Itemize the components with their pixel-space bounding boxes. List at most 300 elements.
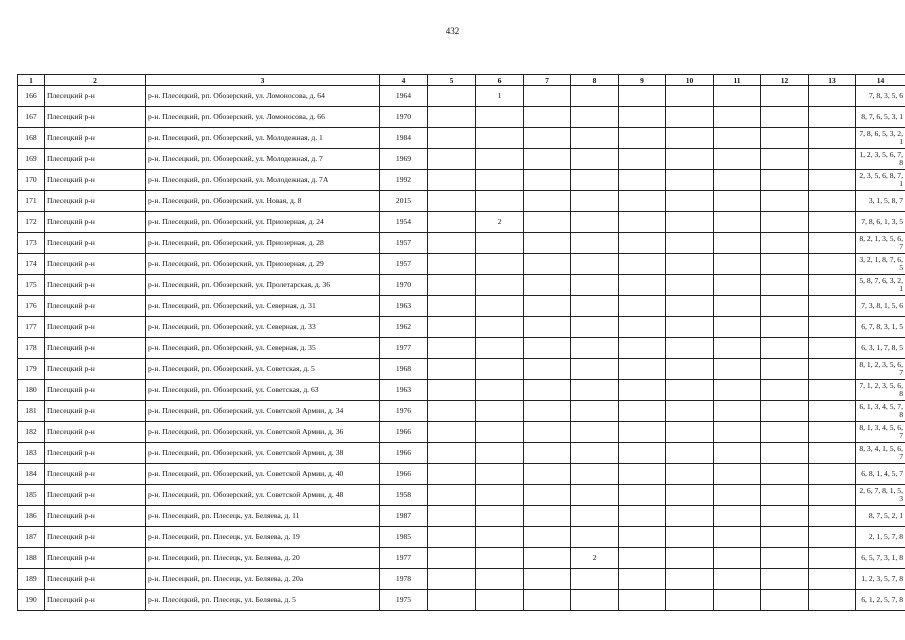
column-8-cell (571, 401, 619, 422)
column-9-cell (619, 317, 666, 338)
row-number-cell: 183 (18, 443, 45, 464)
address-cell: р-н. Плесецкий, рп. Обозерский, ул. Приозерная, д. 29 (146, 254, 380, 275)
column-10-cell (666, 485, 714, 506)
column-8-cell (571, 422, 619, 443)
column-7-cell (524, 317, 571, 338)
district-cell: Плесецкий р-н (45, 485, 146, 506)
column-11-cell (714, 464, 761, 485)
column-5-cell (428, 107, 476, 128)
column-13-cell (809, 464, 856, 485)
column-11-cell (714, 149, 761, 170)
table-body (18, 86, 905, 611)
address-cell: р-н. Плесецкий, рп. Обозерский, ул. Ломоносова, д. 66 (146, 107, 380, 128)
row-number-cell: 184 (18, 464, 45, 485)
district-cell: Плесецкий р-н (45, 569, 146, 590)
column-5-cell (428, 233, 476, 254)
column-6-cell (476, 569, 524, 590)
year-cell: 1962 (380, 317, 428, 338)
column-12-cell (761, 212, 809, 233)
year-cell: 1966 (380, 422, 428, 443)
address-cell: р-н. Плесецкий, рп. Обозерский, ул. Приозерная, д. 24 (146, 212, 380, 233)
column-header-13: 13 (809, 75, 856, 86)
column-9-cell (619, 548, 666, 569)
column-5-cell (428, 485, 476, 506)
district-cell: Плесецкий р-н (45, 401, 146, 422)
register-table (17, 74, 905, 611)
sequence-cell: 1, 2, 3, 5, 6, 7, 8 (856, 149, 905, 170)
column-12-cell (761, 86, 809, 107)
column-8-cell (571, 527, 619, 548)
row-number-cell: 174 (18, 254, 45, 275)
column-13-cell (809, 380, 856, 401)
year-cell: 1985 (380, 527, 428, 548)
year-cell: 1968 (380, 359, 428, 380)
column-9-cell (619, 170, 666, 191)
column-6-cell (476, 485, 524, 506)
column-8-cell (571, 569, 619, 590)
column-12-cell (761, 422, 809, 443)
row-number-cell: 190 (18, 590, 45, 611)
address-cell: р-н. Плесецкий, рп. Обозерский, ул. Молодежная, д. 1 (146, 128, 380, 149)
column-10-cell (666, 464, 714, 485)
column-6-cell (476, 254, 524, 275)
column-12-cell (761, 401, 809, 422)
column-7-cell (524, 107, 571, 128)
table-row (18, 296, 905, 317)
sequence-cell: 8, 3, 4, 1, 5, 6, 7 (856, 443, 905, 464)
column-8-cell (571, 128, 619, 149)
column-6-cell (476, 506, 524, 527)
row-number-cell: 178 (18, 338, 45, 359)
column-12-cell (761, 506, 809, 527)
table-row (18, 359, 905, 380)
address-cell: р-н. Плесецкий, рп. Плесецк, ул. Беляева, д. 5 (146, 590, 380, 611)
district-cell: Плесецкий р-н (45, 191, 146, 212)
address-cell: р-н. Плесецкий, рп. Обозерский, ул. Северная, д. 35 (146, 338, 380, 359)
column-12-cell (761, 359, 809, 380)
column-11-cell (714, 359, 761, 380)
column-9-cell (619, 275, 666, 296)
district-cell: Плесецкий р-н (45, 338, 146, 359)
table-row (18, 527, 905, 548)
column-10-cell (666, 380, 714, 401)
district-cell: Плесецкий р-н (45, 170, 146, 191)
year-cell: 1987 (380, 506, 428, 527)
column-7-cell (524, 296, 571, 317)
column-10-cell (666, 569, 714, 590)
column-6-cell (476, 296, 524, 317)
column-9-cell (619, 464, 666, 485)
year-cell: 1992 (380, 170, 428, 191)
column-header-2: 2 (45, 75, 146, 86)
sequence-cell: 2, 6, 7, 8, 1, 5, 3 (856, 485, 905, 506)
column-10-cell (666, 359, 714, 380)
column-header-11: 11 (714, 75, 761, 86)
column-10-cell (666, 233, 714, 254)
column-header-5: 5 (428, 75, 476, 86)
column-6-cell (476, 422, 524, 443)
column-10-cell (666, 506, 714, 527)
column-13-cell (809, 212, 856, 233)
column-5-cell (428, 149, 476, 170)
header-row (18, 75, 905, 86)
column-11-cell (714, 422, 761, 443)
table-row (18, 317, 905, 338)
column-5-cell (428, 380, 476, 401)
column-11-cell (714, 191, 761, 212)
column-7-cell (524, 443, 571, 464)
address-cell: р-н. Плесецкий, рп. Плесецк, ул. Беляева, д. 20 (146, 548, 380, 569)
column-7-cell (524, 401, 571, 422)
column-8-cell (571, 359, 619, 380)
column-7-cell (524, 254, 571, 275)
column-7-cell (524, 275, 571, 296)
column-12-cell (761, 296, 809, 317)
year-cell: 2015 (380, 191, 428, 212)
sequence-cell: 1, 2, 3, 5, 7, 8 (856, 569, 905, 590)
column-6-cell (476, 275, 524, 296)
table-row (18, 170, 905, 191)
district-cell: Плесецкий р-н (45, 590, 146, 611)
column-7-cell (524, 569, 571, 590)
table-row (18, 401, 905, 422)
column-13-cell (809, 296, 856, 317)
column-13-cell (809, 107, 856, 128)
column-6-cell (476, 401, 524, 422)
sequence-cell: 6, 1, 2, 5, 7, 8 (856, 590, 905, 611)
column-5-cell (428, 86, 476, 107)
column-12-cell (761, 338, 809, 359)
column-11-cell (714, 296, 761, 317)
district-cell: Плесецкий р-н (45, 317, 146, 338)
column-13-cell (809, 401, 856, 422)
column-12-cell (761, 191, 809, 212)
column-8-cell (571, 485, 619, 506)
row-number-cell: 179 (18, 359, 45, 380)
sequence-cell: 6, 7, 8, 3, 1, 5 (856, 317, 905, 338)
column-8-cell (571, 212, 619, 233)
row-number-cell: 177 (18, 317, 45, 338)
year-cell: 1978 (380, 569, 428, 590)
column-13-cell (809, 170, 856, 191)
column-7-cell (524, 338, 571, 359)
district-cell: Плесецкий р-н (45, 527, 146, 548)
column-5-cell (428, 212, 476, 233)
column-13-cell (809, 359, 856, 380)
column-13-cell (809, 527, 856, 548)
column-7-cell (524, 170, 571, 191)
column-6-cell (476, 233, 524, 254)
row-number-cell: 186 (18, 506, 45, 527)
year-cell: 1977 (380, 548, 428, 569)
column-12-cell (761, 443, 809, 464)
address-cell: р-н. Плесецкий, рп. Плесецк, ул. Беляева, д. 11 (146, 506, 380, 527)
column-7-cell (524, 128, 571, 149)
column-5-cell (428, 359, 476, 380)
column-11-cell (714, 485, 761, 506)
column-12-cell (761, 149, 809, 170)
year-cell: 1957 (380, 233, 428, 254)
column-13-cell (809, 338, 856, 359)
year-cell: 1970 (380, 107, 428, 128)
column-12-cell (761, 128, 809, 149)
column-8-cell (571, 317, 619, 338)
sequence-cell: 6, 5, 7, 3, 1, 8 (856, 548, 905, 569)
table-row (18, 380, 905, 401)
column-6-cell (476, 338, 524, 359)
district-cell: Плесецкий р-н (45, 275, 146, 296)
address-cell: р-н. Плесецкий, рп. Обозерский, ул. Приозерная, д. 28 (146, 233, 380, 254)
district-cell: Плесецкий р-н (45, 86, 146, 107)
column-10-cell (666, 107, 714, 128)
column-6-cell (476, 149, 524, 170)
column-header-7: 7 (524, 75, 571, 86)
column-12-cell (761, 254, 809, 275)
column-8-cell (571, 170, 619, 191)
column-header-6: 6 (476, 75, 524, 86)
column-9-cell (619, 527, 666, 548)
column-header-14: 14 (856, 75, 905, 86)
year-cell: 1964 (380, 86, 428, 107)
column-8-cell (571, 338, 619, 359)
column-10-cell (666, 296, 714, 317)
address-cell: р-н. Плесецкий, рп. Обозерский, ул. Советская, д. 5 (146, 359, 380, 380)
column-6-cell (476, 359, 524, 380)
column-11-cell (714, 569, 761, 590)
row-number-cell: 172 (18, 212, 45, 233)
table-row (18, 548, 905, 569)
sequence-cell: 8, 1, 2, 3, 5, 6, 7 (856, 359, 905, 380)
column-9-cell (619, 401, 666, 422)
address-cell: р-н. Плесецкий, рп. Обозерский, ул. Молодежная, д. 7А (146, 170, 380, 191)
column-5-cell (428, 128, 476, 149)
column-13-cell (809, 275, 856, 296)
column-10-cell (666, 254, 714, 275)
column-10-cell (666, 170, 714, 191)
column-7-cell (524, 590, 571, 611)
column-header-4: 4 (380, 75, 428, 86)
column-5-cell (428, 527, 476, 548)
row-number-cell: 182 (18, 422, 45, 443)
page-number: 432 (445, 26, 460, 36)
column-7-cell (524, 86, 571, 107)
column-6-cell (476, 191, 524, 212)
sequence-cell: 2, 3, 5, 6, 8, 7, 1 (856, 170, 905, 191)
sequence-cell: 7, 1, 2, 3, 5, 6, 8 (856, 380, 905, 401)
district-cell: Плесецкий р-н (45, 233, 146, 254)
column-7-cell (524, 485, 571, 506)
row-number-cell: 185 (18, 485, 45, 506)
column-8-cell (571, 254, 619, 275)
column-6-cell (476, 128, 524, 149)
table-row (18, 128, 905, 149)
column-11-cell (714, 212, 761, 233)
column-8-cell (571, 86, 619, 107)
column-9-cell (619, 254, 666, 275)
table-row (18, 233, 905, 254)
row-number-cell: 188 (18, 548, 45, 569)
column-12-cell (761, 107, 809, 128)
column-12-cell (761, 590, 809, 611)
column-12-cell (761, 527, 809, 548)
column-11-cell (714, 275, 761, 296)
row-number-cell: 171 (18, 191, 45, 212)
address-cell: р-н. Плесецкий, рп. Обозерский, ул. Молодежная, д. 7 (146, 149, 380, 170)
sequence-cell: 7, 8, 6, 5, 3, 2, 1 (856, 128, 905, 149)
table-row (18, 338, 905, 359)
column-10-cell (666, 317, 714, 338)
column-12-cell (761, 380, 809, 401)
row-number-cell: 167 (18, 107, 45, 128)
column-9-cell (619, 212, 666, 233)
table-row (18, 485, 905, 506)
column-header-3: 3 (146, 75, 380, 86)
address-cell: р-н. Плесецкий, рп. Обозерский, ул. Ломоносова, д. 64 (146, 86, 380, 107)
year-cell: 1976 (380, 401, 428, 422)
column-10-cell (666, 401, 714, 422)
column-6-cell (476, 380, 524, 401)
district-cell: Плесецкий р-н (45, 128, 146, 149)
column-5-cell (428, 548, 476, 569)
column-9-cell (619, 191, 666, 212)
address-cell: р-н. Плесецкий, рп. Плесецк, ул. Беляева, д. 20а (146, 569, 380, 590)
row-number-cell: 170 (18, 170, 45, 191)
column-10-cell (666, 86, 714, 107)
sequence-cell: 8, 2, 1, 3, 5, 6, 7 (856, 233, 905, 254)
column-8-cell (571, 275, 619, 296)
table-header (18, 75, 905, 86)
table-row (18, 86, 905, 107)
column-11-cell (714, 548, 761, 569)
year-cell: 1957 (380, 254, 428, 275)
column-8-cell (571, 107, 619, 128)
address-cell: р-н. Плесецкий, рп. Обозерский, ул. Советской Армии, д. 48 (146, 485, 380, 506)
column-8-cell (571, 233, 619, 254)
column-10-cell (666, 128, 714, 149)
column-13-cell (809, 506, 856, 527)
column-11-cell (714, 443, 761, 464)
column-9-cell (619, 86, 666, 107)
column-11-cell (714, 590, 761, 611)
column-11-cell (714, 401, 761, 422)
table-row (18, 107, 905, 128)
column-8-cell (571, 296, 619, 317)
column-header-9: 9 (619, 75, 666, 86)
year-cell: 1969 (380, 149, 428, 170)
district-cell: Плесецкий р-н (45, 359, 146, 380)
column-6-cell (476, 548, 524, 569)
column-12-cell (761, 170, 809, 191)
column-8-cell (571, 380, 619, 401)
column-11-cell (714, 86, 761, 107)
column-9-cell (619, 590, 666, 611)
row-number-cell: 189 (18, 569, 45, 590)
column-11-cell (714, 380, 761, 401)
year-cell: 1966 (380, 464, 428, 485)
district-cell: Плесецкий р-н (45, 149, 146, 170)
column-11-cell (714, 170, 761, 191)
district-cell: Плесецкий р-н (45, 464, 146, 485)
column-5-cell (428, 275, 476, 296)
sequence-cell: 6, 1, 3, 4, 5, 7, 8 (856, 401, 905, 422)
sequence-cell: 7, 3, 8, 1, 5, 6 (856, 296, 905, 317)
row-number-cell: 187 (18, 527, 45, 548)
column-13-cell (809, 485, 856, 506)
district-cell: Плесецкий р-н (45, 380, 146, 401)
row-number-cell: 168 (18, 128, 45, 149)
address-cell: р-н. Плесецкий, рп. Обозерский, ул. Новая, д. 8 (146, 191, 380, 212)
table-row (18, 212, 905, 233)
column-9-cell (619, 380, 666, 401)
column-11-cell (714, 128, 761, 149)
row-number-cell: 166 (18, 86, 45, 107)
column-5-cell (428, 590, 476, 611)
column-13-cell (809, 317, 856, 338)
sequence-cell: 3, 2, 1, 8, 7, 6, 5 (856, 254, 905, 275)
column-10-cell (666, 548, 714, 569)
column-10-cell (666, 191, 714, 212)
address-cell: р-н. Плесецкий, рп. Обозерский, ул. Советская, д. 63 (146, 380, 380, 401)
column-6-cell (476, 590, 524, 611)
year-cell: 1975 (380, 590, 428, 611)
sequence-cell: 8, 1, 3, 4, 5, 6, 7 (856, 422, 905, 443)
district-cell: Плесецкий р-н (45, 254, 146, 275)
year-cell: 1966 (380, 443, 428, 464)
column-10-cell (666, 338, 714, 359)
district-cell: Плесецкий р-н (45, 422, 146, 443)
district-cell: Плесецкий р-н (45, 548, 146, 569)
column-6-cell (476, 170, 524, 191)
table-row (18, 443, 905, 464)
year-cell: 1970 (380, 275, 428, 296)
sequence-cell: 5, 8, 7, 6, 3, 2, 1 (856, 275, 905, 296)
column-5-cell (428, 506, 476, 527)
column-11-cell (714, 317, 761, 338)
column-13-cell (809, 548, 856, 569)
sequence-cell: 2, 1, 5, 7, 8 (856, 527, 905, 548)
column-9-cell (619, 569, 666, 590)
column-7-cell (524, 464, 571, 485)
column-12-cell (761, 485, 809, 506)
row-number-cell: 169 (18, 149, 45, 170)
row-number-cell: 181 (18, 401, 45, 422)
column-5-cell (428, 317, 476, 338)
column-13-cell (809, 149, 856, 170)
column-10-cell (666, 212, 714, 233)
column-8-cell (571, 590, 619, 611)
column-9-cell (619, 422, 666, 443)
table-row (18, 254, 905, 275)
address-cell: р-н. Плесецкий, рп. Обозерский, ул. Пролетарская, д. 36 (146, 275, 380, 296)
column-9-cell (619, 359, 666, 380)
year-cell: 1958 (380, 485, 428, 506)
column-11-cell (714, 527, 761, 548)
column-7-cell (524, 359, 571, 380)
column-11-cell (714, 254, 761, 275)
column-header-8: 8 (571, 75, 619, 86)
column-12-cell (761, 464, 809, 485)
column-5-cell (428, 296, 476, 317)
column-5-cell (428, 170, 476, 191)
table-row (18, 422, 905, 443)
column-7-cell (524, 233, 571, 254)
column-13-cell (809, 569, 856, 590)
column-11-cell (714, 233, 761, 254)
column-12-cell (761, 569, 809, 590)
table-row (18, 569, 905, 590)
column-9-cell (619, 338, 666, 359)
column-6-cell: 1 (476, 86, 524, 107)
